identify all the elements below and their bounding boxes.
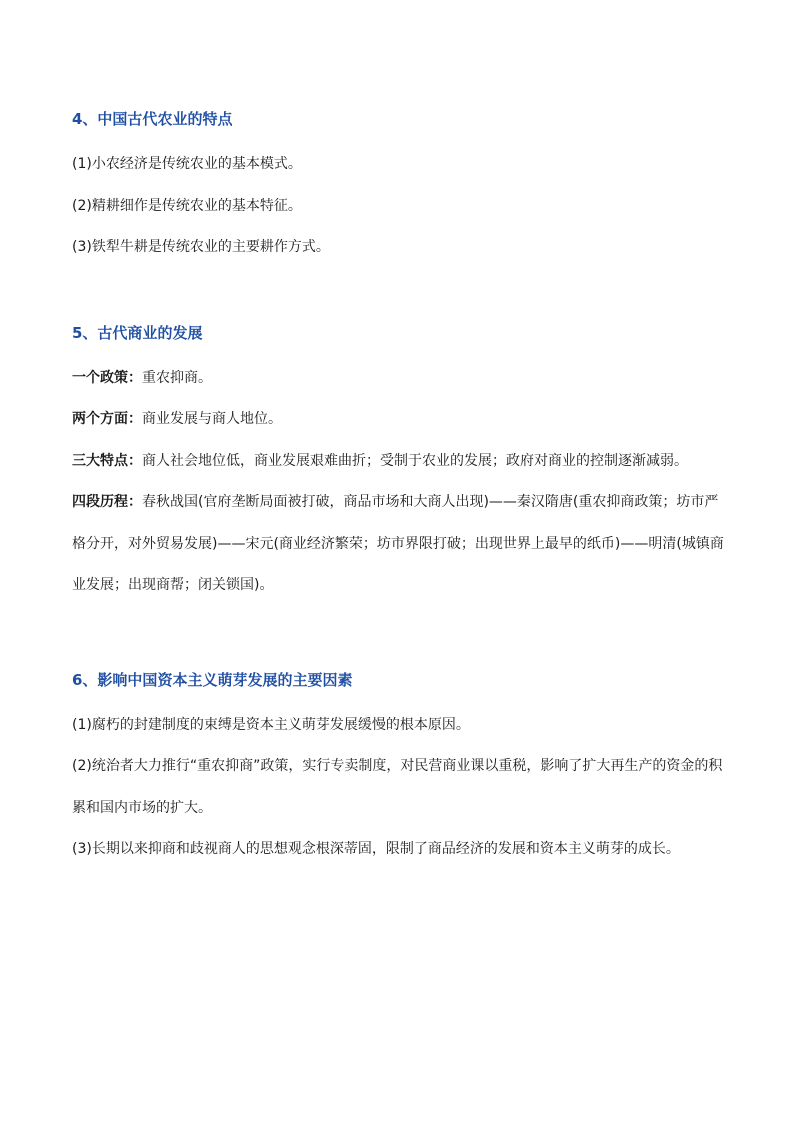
item-text: 春秋战国(官府垄断局面被打破，商品市场和大商人出现)——秦汉隋唐(重农抑商政策；坊市严格分开，对外贸易发展)——宋元(商业经济繁荣；坊市界限打破；出现世界上最早的纸币)——明清(城镇商业发展；出现商帮；闭关锁国)。 <box>72 494 724 593</box>
section-agriculture <box>72 103 724 269</box>
section-title: 6、影响中国资本主义萌芽发展的主要因素 <box>72 670 353 689</box>
list-item: (1)小农经济是传统农业的基本模式。 <box>72 156 302 172</box>
list-item <box>72 358 724 400</box>
list-item <box>72 441 724 483</box>
section-title: 4、中国古代农业的特点 <box>72 110 233 128</box>
item-lead: 三大特点： <box>72 452 142 469</box>
list-item: (3)铁犁牛耕是传统农业的主要耕作方式。 <box>72 239 330 255</box>
list-item: (2)精耕细作是传统农业的基本特征。 <box>72 197 302 214</box>
section-commerce <box>72 317 724 607</box>
section-title: 5、古代商业的发展 <box>72 323 203 342</box>
section-capitalism-sprouts <box>72 664 724 871</box>
item-lead: 两个方面： <box>72 411 142 427</box>
item-text: 商业发展与商人地位。 <box>142 411 282 427</box>
list-item: (1)腐朽的封建制度的束缚是资本主义萌芽发展缓慢的根本原因。 <box>72 716 470 733</box>
item-text: 重农抑商。 <box>142 369 212 386</box>
item-lead: 一个政策： <box>72 369 142 386</box>
list-item <box>72 482 724 607</box>
list-item: (3)长期以来抑商和歧视商人的思想观念根深蒂固，限制了商品经济的发展和资本主义萌芽的成长。 <box>72 841 680 857</box>
document-page <box>72 103 724 871</box>
list-item <box>72 399 724 441</box>
item-lead: 四段历程： <box>72 494 142 510</box>
item-text: 商人社会地位低，商业发展艰难曲折；受制于农业的发展；政府对商业的控制逐渐减弱。 <box>142 452 688 469</box>
list-item: (2)统治者大力推行“重农抑商”政策，实行专卖制度，对民营商业课以重税，影响了扩大再生产的资金的积累和国内市场的扩大。 <box>72 758 723 816</box>
